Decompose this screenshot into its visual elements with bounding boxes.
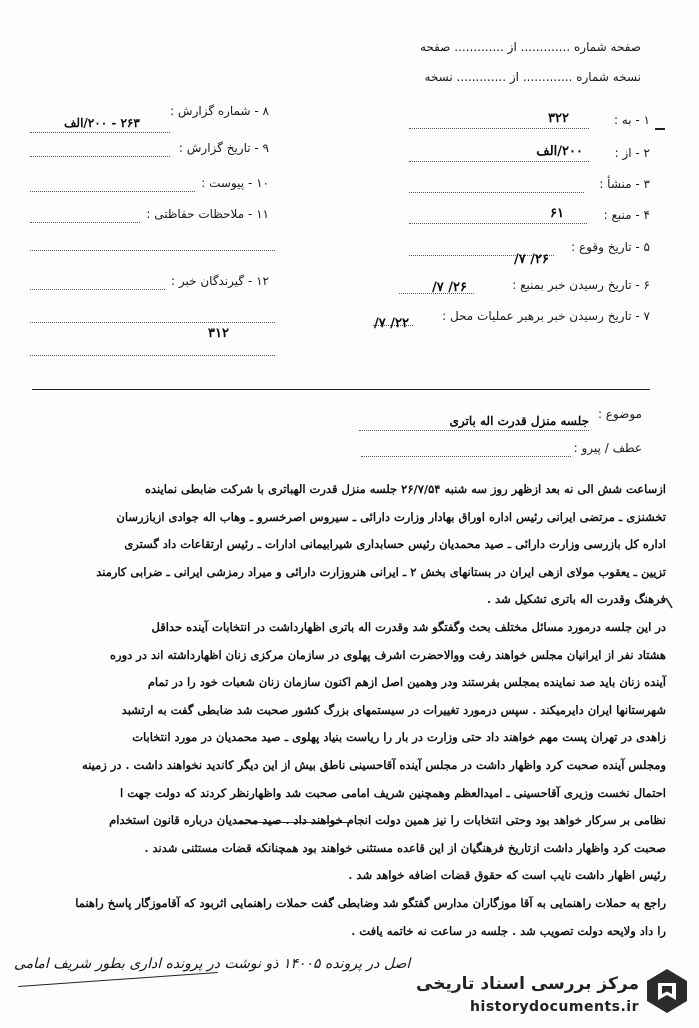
field-security-notes-label: ۱۱ - ملاحظات حفاظتی :: [146, 207, 269, 221]
reference-label: عطف / پیرو :: [573, 441, 642, 455]
body-line: در این جلسه درمورد مسائل مختلف بحث وگفتگو شد وقدرت اله باتری اظهارداشت در انتخابات آینده حداقل: [151, 619, 666, 634]
field-origin-label: ۳ - منشأ :: [599, 177, 650, 191]
field-report-number-dots: [30, 132, 170, 133]
field-recipients-value: ۳۱۲: [208, 326, 229, 341]
handwritten-underline: [238, 822, 348, 823]
body-line: زاهدی در تهران پست مهم خواهند داد حتی وزارت در بار را ریاست بنیاد پهلوی ـ صید محمدیان در مورد انتخابات: [132, 730, 666, 745]
body-line: رئیس اظهار داشت نایب است که حقوق قضات اضافه خواهد شد .: [348, 868, 666, 883]
watermark-title: مرکز بررسی اسناد تاریخی: [416, 974, 639, 994]
body-line: احتمال نخست وزیری آقاحسینی ـ امیدالعظم وهمچنین شریف امامی صحبت شد واظهارنظر کردند که دولت جهت ا: [120, 785, 666, 800]
field-occurrence-date-label: ۵ - تاریخ وقوع :: [571, 240, 650, 254]
field-to-label: ۱ - به :: [613, 113, 650, 127]
field-source-received-date-label: ۶ - تاریخ رسیدن خبر بمنبع :: [512, 278, 650, 292]
handwritten-note-underline: [18, 972, 218, 987]
field-to-value: ۳۲۲: [548, 111, 569, 126]
body-line: راجع به حملات راهنمایی به آقا موزگاران مدارس گفتگو شد وضابطی گفت حملات راهنمایی اثربود که آقاموزگار پاسخ راهنما: [75, 895, 666, 910]
reference-dots: [361, 456, 571, 457]
field-recipients-label: ۱۲ - گیرندگان خبر :: [171, 274, 269, 288]
field-from-label: ۲ - از :: [614, 146, 650, 160]
body-line: اداره کل بازرسی وزارت دارائی ـ صید محمدیان رئیس حسابداری شیرابیمانی ادارات ـ رئیس ارتقاعات داد گستری: [124, 537, 666, 552]
watermark-url: historydocuments.ir: [470, 999, 639, 1015]
handwritten-note: اصل در پرونده ۱۴۰۰۵ ذو نوشت در پرونده اداری بطور شریف امامی: [14, 956, 411, 972]
body-line: ومجلس آینده صحبت کرد واظهار داشت در مجلس آینده آقاحسینی ناطق بیش از این دیگر کاندید نخواهند داشت . در زمینه: [82, 757, 666, 772]
field-report-number-label: ۸ - شماره گزارش :: [170, 104, 269, 118]
field-recipients-dots-3: [30, 355, 275, 356]
body-line: آینده زنان باید صد نماینده بمجلس بفرستند ودر وهمین اصل ازهم اکنون سازمان زنان شعبات خود را در تمام: [147, 675, 666, 690]
page-number-line: صفحه شماره ............. از ............. صفحه: [420, 40, 641, 54]
field-from-value: ۲۰۰/الف: [536, 144, 583, 159]
field-source-value: ۶۱: [550, 206, 564, 221]
margin-mark-icon: [654, 124, 666, 134]
field-occurrence-date-value: ۲۶/ ۷/: [514, 252, 549, 267]
body-line: فرهنگ وقدرت اله باتری تشکیل شد .: [487, 592, 666, 607]
body-line: تزیین ـ یعقوب مولای ازهی ایران در بستانهای بخش ۲ ـ ایرانی هنروزارت دارائی و میراد رمزشی ایرانی ـ ضرابی کارمند: [96, 564, 666, 579]
body-line: ازساعت شش الی نه بعد ازظهر روز سه شنبه ۲۶/۷/۵۴ جلسه منزل قدرت الهباتری با شرکت ضابطی نماینده: [144, 482, 666, 496]
field-attachment-dots: [30, 191, 195, 192]
body-line: تخشنزی ـ مرتضی ایرانی رئیس اداره اوراق بهادار وزارت دارائی ـ سیروس اصرخسرو ـ وهاب اله جوادی ازبازرسان: [116, 509, 666, 524]
field-source-label: ۴ - منبع :: [603, 208, 650, 222]
separator-line: [32, 389, 650, 390]
subject-label: موضوع :: [597, 407, 642, 421]
field-report-date-dots: [30, 156, 170, 157]
field-source-dots: [409, 223, 587, 224]
field-origin-dots: [409, 192, 584, 193]
body-line: را داد ولایحه دولت تصویب شد . جلسه در ساعت نه خاتمه یافت .: [351, 923, 666, 938]
archive-logo-icon: [643, 966, 691, 1016]
field-source-received-date-value: ۲۶/ ۷/: [432, 280, 467, 295]
field-recipients-dots-2: [30, 322, 275, 323]
body-line: نظامی بر سرکار خواهد بود وحتی انتخابات را نیز همین دولت انجام خواهند داد . صید محمدیان درباره قانون استخدام: [109, 813, 666, 828]
field-security-notes-dots: [30, 222, 140, 223]
subject-value: جلسه منزل قدرت اله باتری: [449, 414, 589, 428]
field-recipients-dots: [30, 289, 165, 290]
copy-number-line: نسخه شماره ............. از ............. نسخه: [424, 70, 641, 84]
field-operation-received-date-label: ۷ - تاریخ رسیدن خبر برهبر عملیات محل :: [442, 309, 650, 323]
report-body: [30, 476, 666, 945]
field-report-number-value: ۲۶۳ - ۲۰۰/الف: [64, 116, 140, 130]
body-line: صحبت کرد واظهار داشت ازتاریخ فرهنگیان از این قاعده مستثنی خواهند بود همچنانکه قضات مستثنی شدند .: [144, 840, 666, 855]
margin-tick-icon: [664, 597, 674, 609]
field-operation-received-date-value: ۲۲/ ۷/: [374, 316, 409, 331]
field-report-date-label: ۹ - تاریخ گزارش :: [178, 141, 269, 155]
body-line: هشتاد نفر از ایرانیان مجلس خواهند رفت ووالاحضرت اشرف پهلوی در سازمان مرکزی زنان اظهارداشته اند در دوره: [110, 647, 666, 662]
field-to-dots: [409, 128, 589, 129]
field-security-notes-dots-2: [30, 250, 275, 251]
field-attachment-label: ۱۰ - پیوست :: [201, 176, 269, 190]
field-from-dots: [409, 161, 589, 162]
body-line: شهرستانها ایران دایرمیکند . سپس درمورد تغییرات در سیستمهای بزرگ کشور صحبت شد ضابطی گفت به ارتشبد: [121, 702, 666, 717]
subject-dots: [359, 430, 589, 431]
